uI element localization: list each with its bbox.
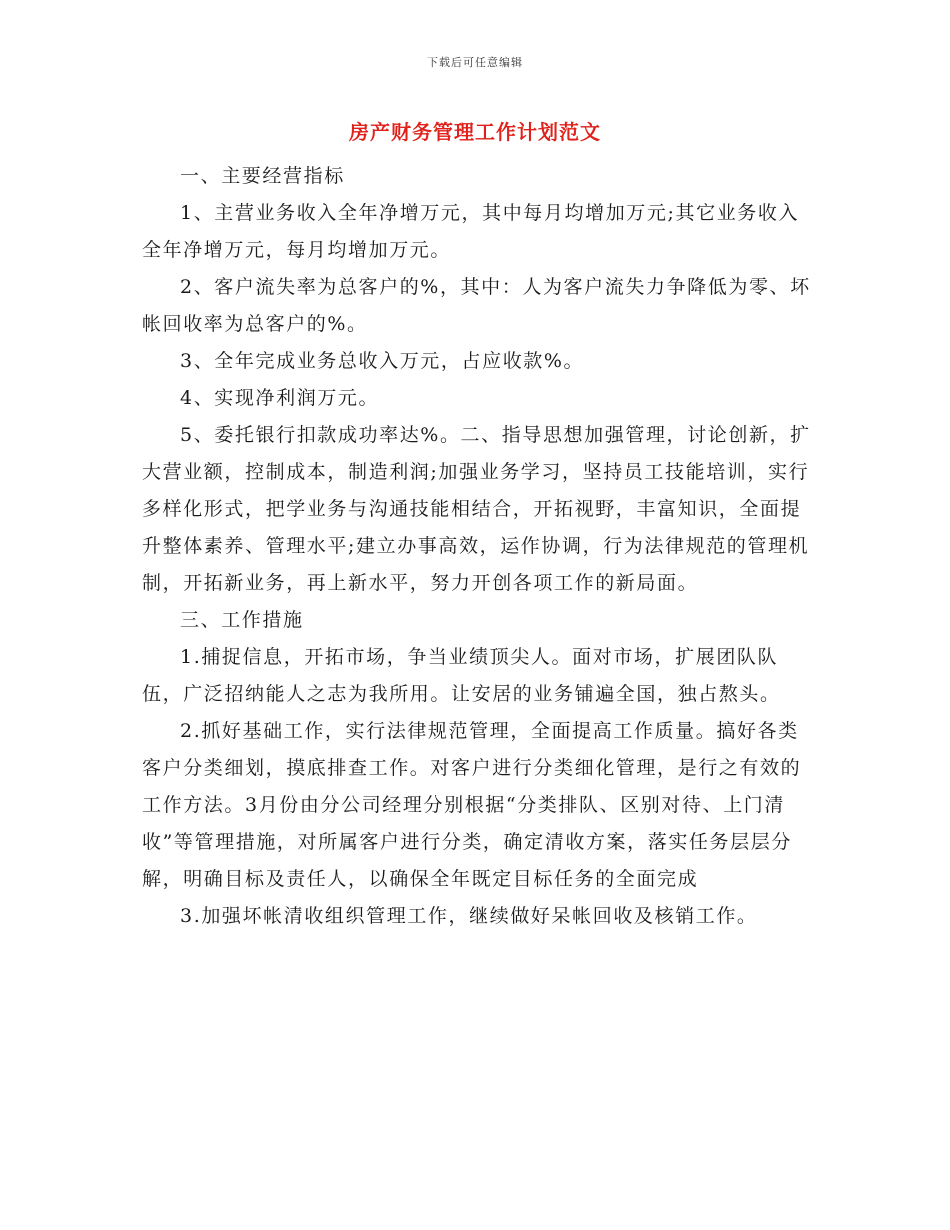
paragraph-total-income: 3、全年完成业务总收入万元，占应收款%。 (180, 350, 585, 372)
paragraph-net-profit: 4、实现净利润万元。 (180, 387, 380, 409)
paragraph-guiding-ideas: 5、委托银行扣款成功率达%。二、指导思想加强管理，讨论创新，扩大营业额，控制成本，制造利润;加强业务学习，坚持员工技能培训，实行多样化形式，把学业务与沟通技能相结合，开拓视野，丰富知识，全面提升整体素养、管理水平;建立办事高效，运作协调，行为法律规范的管理机制，开拓新业务，再上新水平，努力开创各项工作的新局面。 (142, 424, 811, 594)
section-heading-measures: 三、工作措施 (180, 609, 304, 631)
paragraph-bad-debt: 3.加强坏帐清收组织管理工作，继续做好呆帐回收及核销工作。 (180, 905, 758, 927)
paragraph-market: 1.捕捉信息，开拓市场，争当业绩顶尖人。面对市场，扩展团队队伍，广泛招纳能人之志为我所用。让安居的业务铺遍全国，独占熬头。 (142, 646, 781, 705)
section-heading-indicators: 一、主要经营指标 (180, 165, 345, 187)
document-body (142, 158, 812, 935)
header-note: 下载后可任意编辑 (427, 56, 523, 69)
paragraph-foundation: 2.抓好基础工作，实行法律规范管理，全面提高工作质量。搞好各类客户分类细划，摸底排查工作。对客户进行分类细化管理，是行之有效的工作方法。3月份由分公司经理分别根据“分类排队、区别对待、上门清收”等管理措施，对所属客户进行分类，确定清收方案，落实任务层层分解，明确目标及责任人，以确保全年既定目标任务的全面完成 (142, 720, 802, 890)
paragraph-revenue: 1、主营业务收入全年净增万元，其中每月均增加万元;其它业务收入全年净增万元，每月均增加万元。 (142, 202, 800, 261)
paragraph-churn: 2、客户流失率为总客户的%，其中：人为客户流失力争降低为零、坏帐回收率为总客户的%。 (142, 276, 811, 335)
document-title: 房产财务管理工作计划范文 (349, 120, 601, 144)
